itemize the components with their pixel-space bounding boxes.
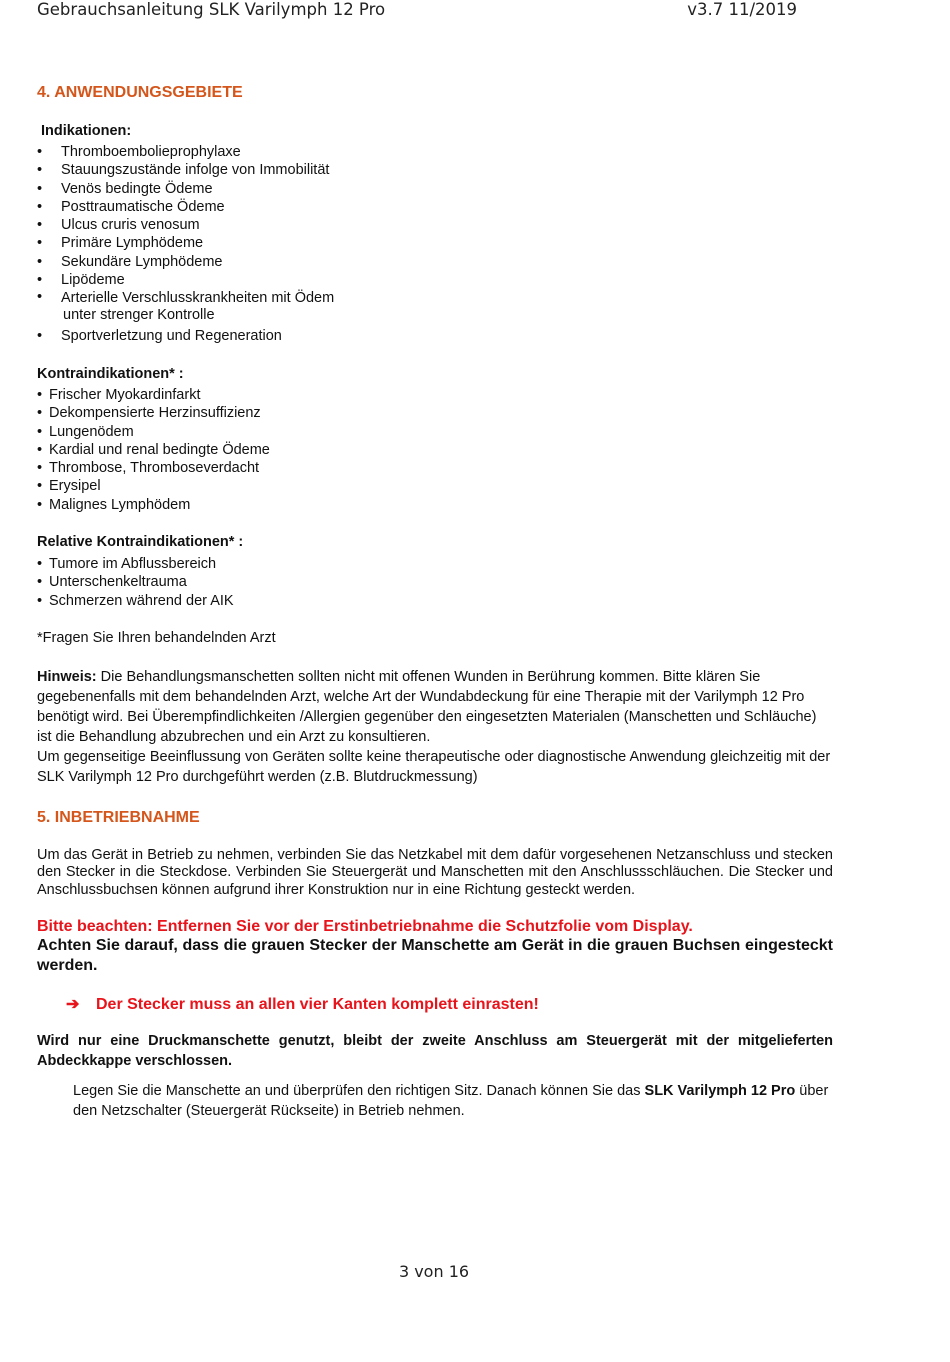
final-text-2: über den Netzschalter (Steuergerät Rückseite) in Betrieb nehmen. <box>73 1083 829 1119</box>
list-item: • Kardial und renal bedingte Ödeme <box>37 441 270 459</box>
list-item: • Dekompensierte Herzinsuffizienz <box>37 404 270 422</box>
indications-list <box>37 143 334 346</box>
list-item <box>37 289 334 327</box>
hint-text-2: Um gegenseitige Beeinflussung von Geräten sollte keine therapeutische oder diagnostische Anwendung gleichzeitig mit der SLK Varilymph 12 Pro durchgeführt werden (z.B. Blutdruckmessung) <box>37 749 831 785</box>
final-product-name: SLK Varilymph 12 Pro <box>644 1083 796 1099</box>
arrow-note-text: Der Stecker muss an allen vier Kanten komplett einrasten! <box>96 996 539 1013</box>
list-item-continuation: unter strenger Kontrolle <box>63 307 215 324</box>
warning-black: Achten Sie darauf, dass die grauen Stecker der Manschette am Gerät in die grauen Buchsen eingesteckt werden. <box>37 937 833 974</box>
contraindications-label: Kontraindikationen* : <box>37 366 184 382</box>
contraindications-list <box>37 386 270 514</box>
list-item: • Thromboembolieprophylaxe <box>37 143 334 161</box>
list-item: • Posttraumatische Ödeme <box>37 198 334 216</box>
intro-paragraph: Um das Gerät in Betrieb zu nehmen, verbinden Sie das Netzkabel mit dem dafür vorgesehenen Netzanschluss und stecken den Stecker in die Steckdose. Verbinden Sie Steuergerät und Manschetten mit den Anschlussschläuchen. Die Stecker und Anschlussbuchsen können aufgrund ihrer Konstruktion nur in eine Richtung gesteckt werden. <box>37 847 833 898</box>
final-paragraph <box>73 1081 833 1121</box>
section-5-heading: 5. INBETRIEBNAHME <box>37 809 200 826</box>
hint-text: Die Behandlungsmanschetten sollten nicht mit offenen Wunden in Berührung kommen. Bitte klären Sie gegebenenfalls mit dem behandelnden Arzt, welche Art der Wundabdeckung für eine Therapie mit der Varilymph 12 Pro benötigt wird. Bei Überempfindlichkeiten /Allergien gegenüber den eingesetzten Materialen (Manschetten und Schläuche) ist die Behandlung abzubrechen und ein Arzt zu konsultieren. <box>37 669 817 745</box>
relative-contraindications-label: Relative Kontraindikationen* : <box>37 534 244 550</box>
footnote: *Fragen Sie Ihren behandelnden Arzt <box>37 630 276 646</box>
list-item: • Schmerzen während der AIK <box>37 592 234 610</box>
section-4-heading: 4. ANWENDUNGSGEBIETE <box>37 84 243 101</box>
final-text-1: Legen Sie die Manschette an und überprüfen den richtigen Sitz. Danach können Sie das <box>73 1083 645 1099</box>
list-item: • Stauungszustände infolge von Immobilität <box>37 161 334 179</box>
hint-paragraph <box>37 667 833 787</box>
page-number: 3 von 16 <box>398 1262 470 1281</box>
arrow-right-icon: ➔ <box>66 996 80 1013</box>
header-version: v3.7 11/2019 <box>687 0 797 19</box>
list-item: • Lungenödem <box>37 423 270 441</box>
indications-label: Indikationen: <box>41 123 132 139</box>
list-item: • Ulcus cruris venosum <box>37 216 334 234</box>
list-item: • Tumore im Abflussbereich <box>37 555 234 573</box>
header-title: Gebrauchsanleitung SLK Varilymph 12 Pro <box>37 0 386 19</box>
warning-red: Bitte beachten: Entfernen Sie vor der Erstinbetriebnahme die Schutzfolie vom Display. <box>37 918 693 935</box>
hint-label: Hinweis: <box>37 669 97 685</box>
list-item: • Unterschenkeltrauma <box>37 573 234 591</box>
list-item: • Sportverletzung und Regeneration <box>37 327 334 345</box>
list-item: • Sekundäre Lymphödeme <box>37 253 334 271</box>
list-item: • Primäre Lymphödeme <box>37 234 334 252</box>
list-item: • Frischer Myokardinfarkt <box>37 386 270 404</box>
list-item: • Lipödeme <box>37 271 334 289</box>
list-item: • Venös bedingte Ödeme <box>37 180 334 198</box>
list-item-text: Arterielle Verschlusskrankheiten mit Ödem <box>61 290 335 307</box>
arrow-note <box>66 994 539 1014</box>
relative-contraindications-list <box>37 555 234 610</box>
list-item: • Malignes Lymphödem <box>37 496 270 514</box>
cap-note: Wird nur eine Druckmanschette genutzt, bleibt der zweite Anschluss am Steuergerät mit der mitgelieferten Abdeckkappe verschlossen. <box>37 1033 833 1069</box>
list-item: • Erysipel <box>37 477 270 495</box>
list-item: • Thrombose, Thromboseverdacht <box>37 459 270 477</box>
